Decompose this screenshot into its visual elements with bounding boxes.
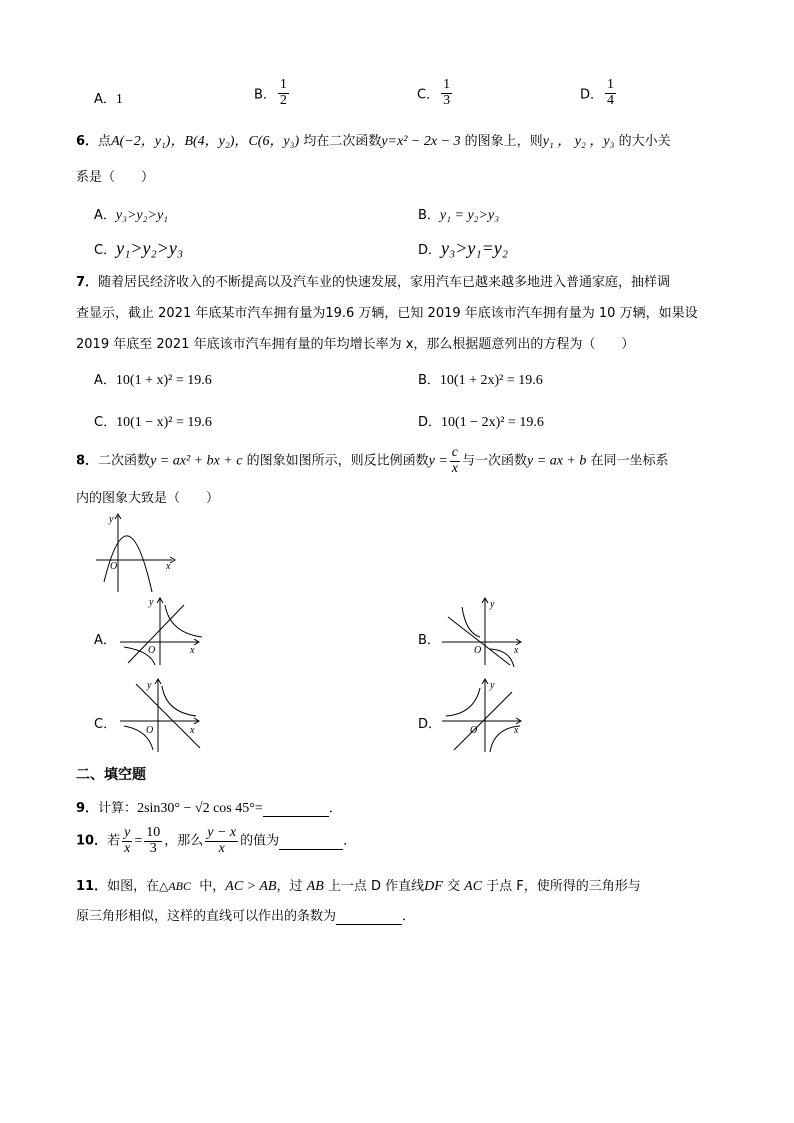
inverse-function-lhs: y =	[428, 453, 448, 469]
origin-label: O	[148, 645, 156, 656]
q7-stem-line2: 查显示，截止 2021 年底某市汽车拥有量为19.6 万辆，已知 2019 年底该市汽车拥有量为 10 万辆，如果设	[76, 306, 698, 321]
option-label: B．	[254, 87, 276, 103]
answer-blank[interactable]	[336, 909, 402, 925]
y-axis-label: y	[149, 597, 154, 608]
option-value: y₃>y₂>y₁	[115, 208, 169, 223]
option-value: 10(1 − x)² = 19.6	[116, 415, 212, 430]
option-label: A．	[94, 208, 116, 223]
q9-text: 计算：	[98, 801, 138, 816]
option-value: 10(1 + 2x)² = 19.6	[439, 373, 543, 388]
segment-ab: AB	[306, 879, 324, 894]
numerator: y − x	[207, 825, 237, 840]
option-label: A．	[94, 373, 116, 388]
denominator: 3	[149, 840, 157, 856]
linear-function: y = ax + b	[527, 453, 587, 469]
hyperbola-branch	[165, 605, 202, 637]
q8-option-d-graph	[440, 676, 530, 756]
q6-stem-line2: 系是（ ）	[76, 170, 155, 185]
q7-option-c	[94, 411, 212, 431]
section-title: 二、填空题	[76, 767, 146, 783]
x-axis-label: x	[166, 561, 171, 572]
fraction-ten-thirds	[144, 826, 162, 856]
question-number: 11．	[76, 879, 108, 894]
inverse-fraction	[450, 446, 460, 476]
q10-text: ．	[343, 833, 357, 849]
q8-text: 的图象如图所示，则反比例函数	[246, 453, 429, 469]
fraction-y-minus-x-over-x	[205, 826, 238, 856]
question-number: 9．	[76, 801, 99, 816]
option-label: D．	[418, 243, 442, 258]
origin-label: O	[146, 725, 154, 736]
question-number: 8．	[76, 453, 99, 469]
denominator: x	[451, 460, 459, 476]
q11-text: ．	[402, 909, 416, 924]
numerator: 1	[443, 77, 451, 92]
numerator: y	[124, 825, 131, 840]
q10-text: ，那么	[164, 833, 204, 849]
q5-option-b	[254, 78, 291, 108]
option-value: y₁ = y₂>y₃	[439, 208, 500, 223]
q7-stem-line3: 2019 年底至 2021 年底该市汽车拥有量的年均增长率为 x，那么根据题意列出的方程为（ ）	[76, 337, 635, 352]
option-value: y₁>y₂>y₃	[116, 238, 184, 258]
option-label: C．	[94, 415, 117, 430]
q7-option-d	[418, 411, 544, 431]
question-number: 7．	[76, 275, 99, 290]
fraction-one-half	[278, 78, 289, 108]
hyperbola-branch	[462, 607, 480, 637]
q8-stem-line1	[76, 446, 669, 476]
y-axis-label: y	[147, 680, 152, 691]
option-label: B．	[418, 208, 440, 223]
y-axis-label: y	[490, 680, 495, 691]
q8-text: 在同一坐标系	[590, 453, 669, 469]
option-label: D．	[418, 415, 442, 430]
q11-stem-line1	[76, 875, 641, 895]
q11-text: ，过	[276, 879, 303, 894]
option-label: C．	[94, 243, 117, 258]
y-axis-label: y	[109, 514, 114, 525]
q6-text: 点	[98, 134, 112, 149]
x-axis-label: x	[190, 645, 195, 656]
y-variables: y₁ ， y₂ ，y₃	[542, 134, 615, 149]
option-value: 1	[115, 92, 123, 107]
q10-text: 若	[107, 833, 121, 849]
linear-line	[136, 684, 200, 748]
option-value: y₃>y₁=y₂	[441, 238, 509, 258]
option-label: D．	[580, 87, 604, 103]
denominator: x	[218, 840, 225, 856]
line-df: DF	[424, 879, 443, 894]
q8-option-a-label: A．	[94, 633, 116, 648]
q9-stem	[76, 797, 342, 817]
q8-stem-line2: 内的图象大致是（ ）	[76, 491, 220, 506]
linear-line	[448, 617, 510, 665]
origin-label: O	[470, 725, 478, 736]
segment-ac: AC	[464, 879, 483, 894]
q9-text: ．	[328, 801, 342, 816]
q11-text: 于点 F，使所得的三角形与	[486, 879, 641, 894]
option-value: 10(1 + x)² = 19.6	[115, 373, 212, 388]
q8-option-a-graph	[118, 595, 208, 670]
q7-option-a	[94, 369, 212, 389]
q8-option-b-graph	[440, 595, 530, 670]
quadratic-function: y = ax² + bx + c	[150, 453, 243, 469]
point-a: A(−2，y₁)，	[111, 134, 185, 149]
triangle-abc: △ABC	[159, 879, 192, 893]
q7-option-b	[418, 369, 543, 389]
linear-line	[128, 605, 184, 663]
origin-label: O	[474, 645, 482, 656]
question-number: 10．	[76, 833, 108, 849]
q6-text: 均在二次函数	[303, 134, 382, 149]
x-axis-label: x	[514, 725, 519, 736]
q6-option-c	[94, 238, 183, 259]
point-b: B(4，y₂)，	[184, 134, 249, 149]
x-axis-label: x	[190, 725, 195, 736]
fraction-one-third	[441, 78, 452, 108]
q6-option-b	[418, 204, 499, 224]
numerator: 1	[607, 77, 615, 92]
q5-option-a	[94, 88, 123, 108]
q8-text: 二次函数	[98, 453, 151, 469]
q10-text: 的值为	[240, 833, 280, 849]
hyperbola-branch	[446, 688, 480, 716]
answer-blank[interactable]	[263, 801, 329, 817]
question-number: 6．	[76, 134, 99, 149]
sqrt-two: √2	[194, 801, 210, 816]
q8-option-c-label: C．	[94, 717, 117, 732]
q11-text: 交	[446, 879, 460, 894]
numerator: 10	[146, 825, 161, 840]
q8-option-d-label: D．	[418, 717, 442, 732]
q6-stem-line1	[76, 130, 671, 150]
hyperbola-branch	[162, 686, 196, 716]
denominator: x	[124, 840, 131, 856]
point-c: C(6，y₃)	[248, 134, 300, 149]
q6-text: 的大小关	[618, 134, 671, 149]
answer-blank[interactable]	[279, 834, 343, 850]
option-label: B．	[418, 373, 440, 388]
fraction-y-over-x	[122, 826, 132, 856]
option-label: A．	[94, 92, 116, 107]
option-label: C．	[417, 87, 440, 103]
y-axis-label: y	[490, 599, 495, 610]
q11-stem-line2	[76, 905, 415, 925]
q8-text: 与一次函数	[462, 453, 528, 469]
q9-expression: 2sin30° −	[137, 801, 195, 816]
x-axis-label: x	[514, 645, 519, 656]
q8-parabola-figure	[92, 510, 182, 595]
q8-option-b-label: B．	[418, 633, 440, 648]
q5-option-c	[417, 78, 454, 108]
quadratic-function: y=x² − 2x − 3	[381, 134, 461, 149]
origin-label: O	[110, 561, 118, 572]
denominator: 4	[607, 92, 615, 108]
q9-expression: cos 45°=	[209, 801, 263, 816]
q11-text: 上一点 D 作直线	[327, 879, 425, 894]
denominator: 3	[443, 92, 451, 108]
q11-text: 原三角形相似，这样的直线可以作出的条数为	[76, 909, 337, 924]
q5-option-d	[580, 78, 618, 108]
q6-option-a	[94, 204, 168, 224]
option-value: 10(1 − 2x)² = 19.6	[441, 415, 544, 430]
q7-text: 随着居民经济收入的不断提高以及汽车业的快速发展，家用汽车已越来越多地进入普通家庭，抽样调	[98, 275, 671, 290]
condition-ac-gt-ab: AC > AB	[225, 879, 277, 894]
q11-text: 中，	[199, 879, 226, 894]
fraction-one-quarter	[605, 78, 616, 108]
denominator: 2	[279, 92, 287, 108]
q7-stem-line1	[76, 271, 670, 290]
q6-option-d	[418, 238, 508, 259]
numerator: c	[451, 445, 459, 460]
q8-option-c-graph	[118, 676, 208, 756]
q11-text: 如图，在	[107, 879, 160, 894]
equals-sign: =	[134, 833, 143, 849]
q6-text: 的图象上，则	[464, 134, 543, 149]
numerator: 1	[279, 77, 287, 92]
q10-stem	[76, 826, 356, 856]
